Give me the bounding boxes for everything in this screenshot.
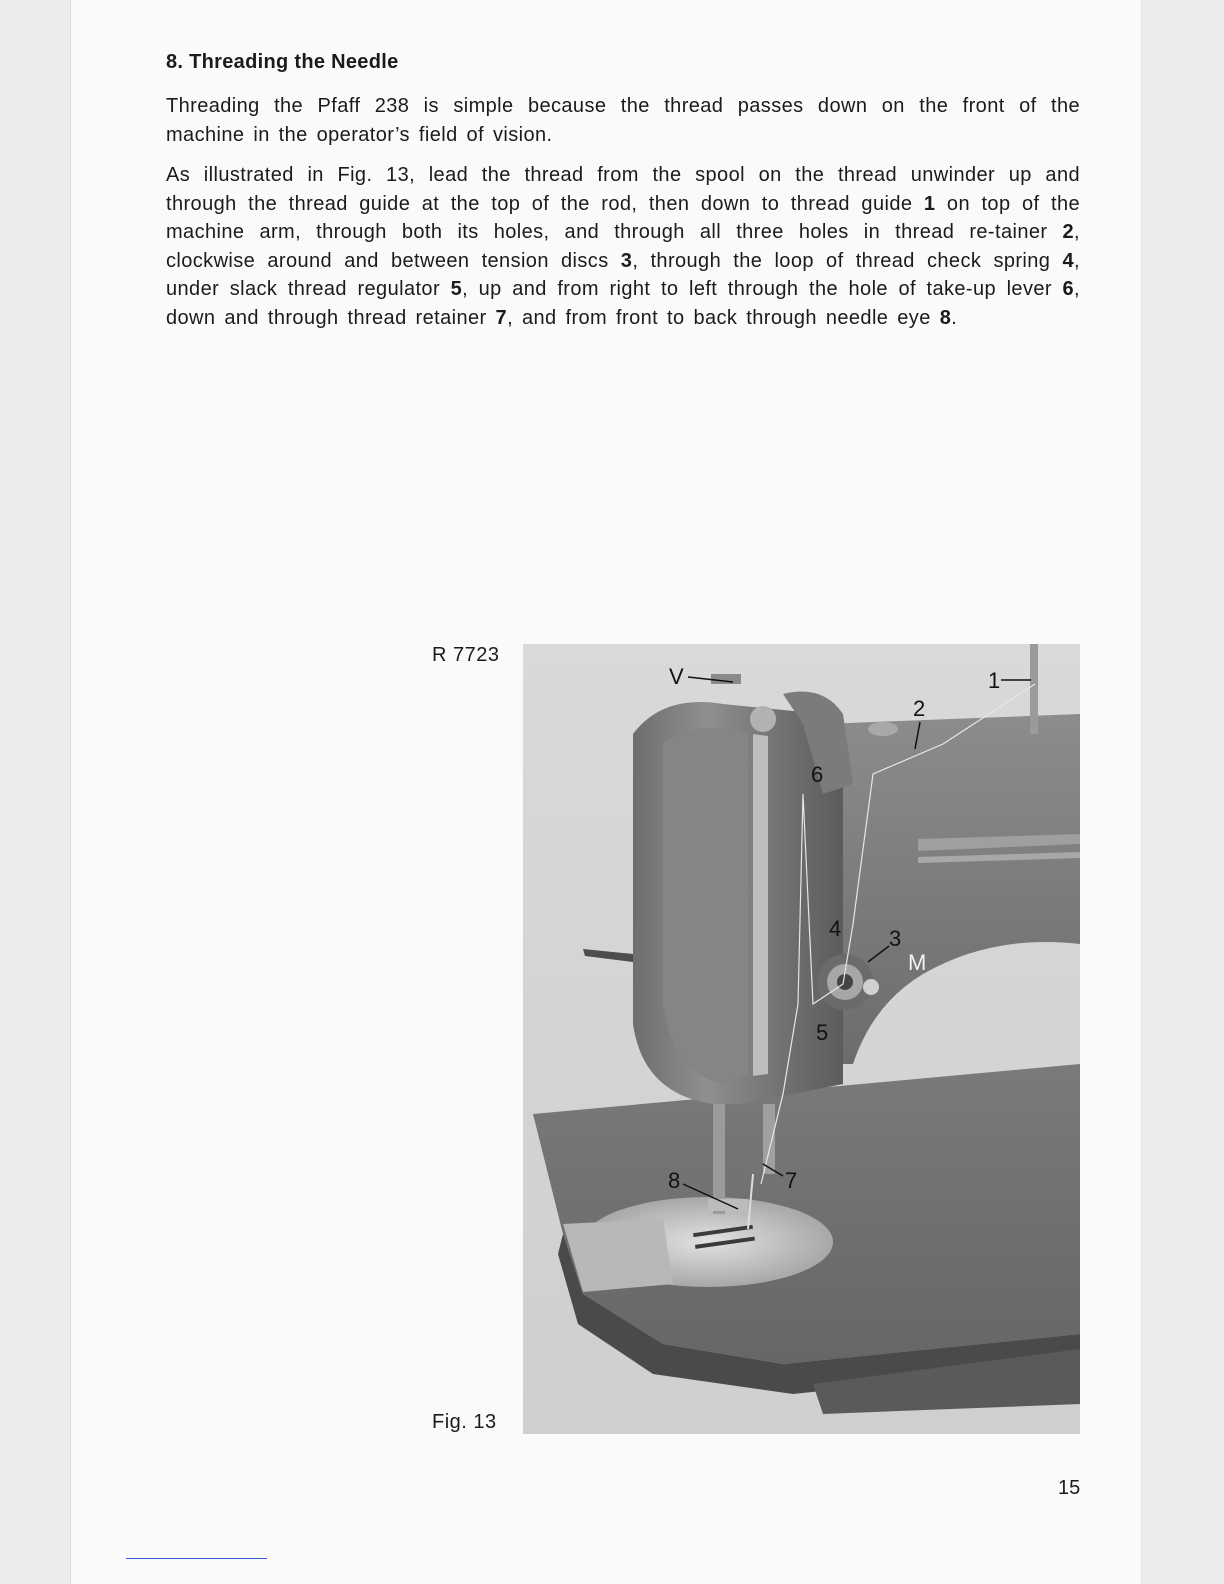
figure-caption: Fig. 13	[432, 1411, 497, 1433]
text-run: , and from front to back through needle eye	[507, 306, 940, 329]
callout-4: 4	[829, 916, 842, 941]
arm-cap	[868, 722, 898, 736]
thread-guide-knob	[750, 706, 776, 732]
callout-2: 2	[913, 696, 926, 721]
ref-number-3: 3	[620, 249, 633, 272]
ref-number-6: 6	[1062, 278, 1075, 300]
callout-m: M	[908, 950, 927, 975]
top-thread-guide	[711, 674, 741, 684]
ref-number-7: 7	[495, 306, 508, 329]
text-run: As illustrated in Fig. 13, lead the thread from the spool on the thread unwinder up and through the thread guide at the top of the rod, then down to thread guide	[166, 164, 1080, 215]
ref-number-2: 2	[1062, 221, 1075, 243]
page-number: 15	[1058, 1477, 1081, 1499]
callout-5: 5	[816, 1020, 829, 1045]
text-run: , under slack thread regulator	[166, 249, 1080, 300]
sewing-machine-photo	[523, 644, 1080, 1434]
intro-paragraph: Threading the Pfaff 238 is simple because the thread passes down on the front of the machine in the operator’s field of vision.	[166, 95, 1080, 146]
face-plate	[663, 728, 748, 1084]
text-run: , up and from right to left through the hole of take-up lever	[462, 278, 1063, 300]
sewing-machine-illustration	[523, 644, 1080, 1434]
callout-v: V	[669, 664, 684, 689]
tension-core	[837, 974, 853, 990]
presser-bar	[713, 1104, 725, 1214]
section-heading: 8. Threading the Needle	[166, 51, 399, 73]
text-run: .	[951, 306, 958, 329]
text-run: , clockwise around and between tension discs	[166, 221, 1080, 272]
ref-number-5: 5	[450, 278, 463, 300]
ref-number-8: 8	[939, 306, 952, 329]
callout-6: 6	[811, 762, 824, 787]
figure-reference-code: R 7723	[432, 644, 500, 666]
text-run: , through the loop of thread check spring	[632, 249, 1063, 272]
tension-stud	[863, 979, 879, 995]
callout-7: 7	[785, 1168, 798, 1193]
face-plate-edge	[753, 734, 768, 1076]
text-run: on top of the machine arm, through both its holes, and through all three holes in thread re-tainer	[166, 192, 1080, 243]
callout-1: 1	[988, 668, 1001, 693]
ref-number-4: 4	[1062, 249, 1075, 272]
footer-underline	[126, 1558, 267, 1559]
needle-bar	[763, 1104, 775, 1174]
text-run: , down and through thread retainer	[166, 278, 1080, 329]
instructions-paragraph	[166, 161, 1080, 332]
spool-pin	[1030, 644, 1038, 734]
callout-3: 3	[889, 926, 902, 951]
ref-number-1: 1	[923, 192, 936, 215]
callout-8: 8	[668, 1168, 681, 1193]
